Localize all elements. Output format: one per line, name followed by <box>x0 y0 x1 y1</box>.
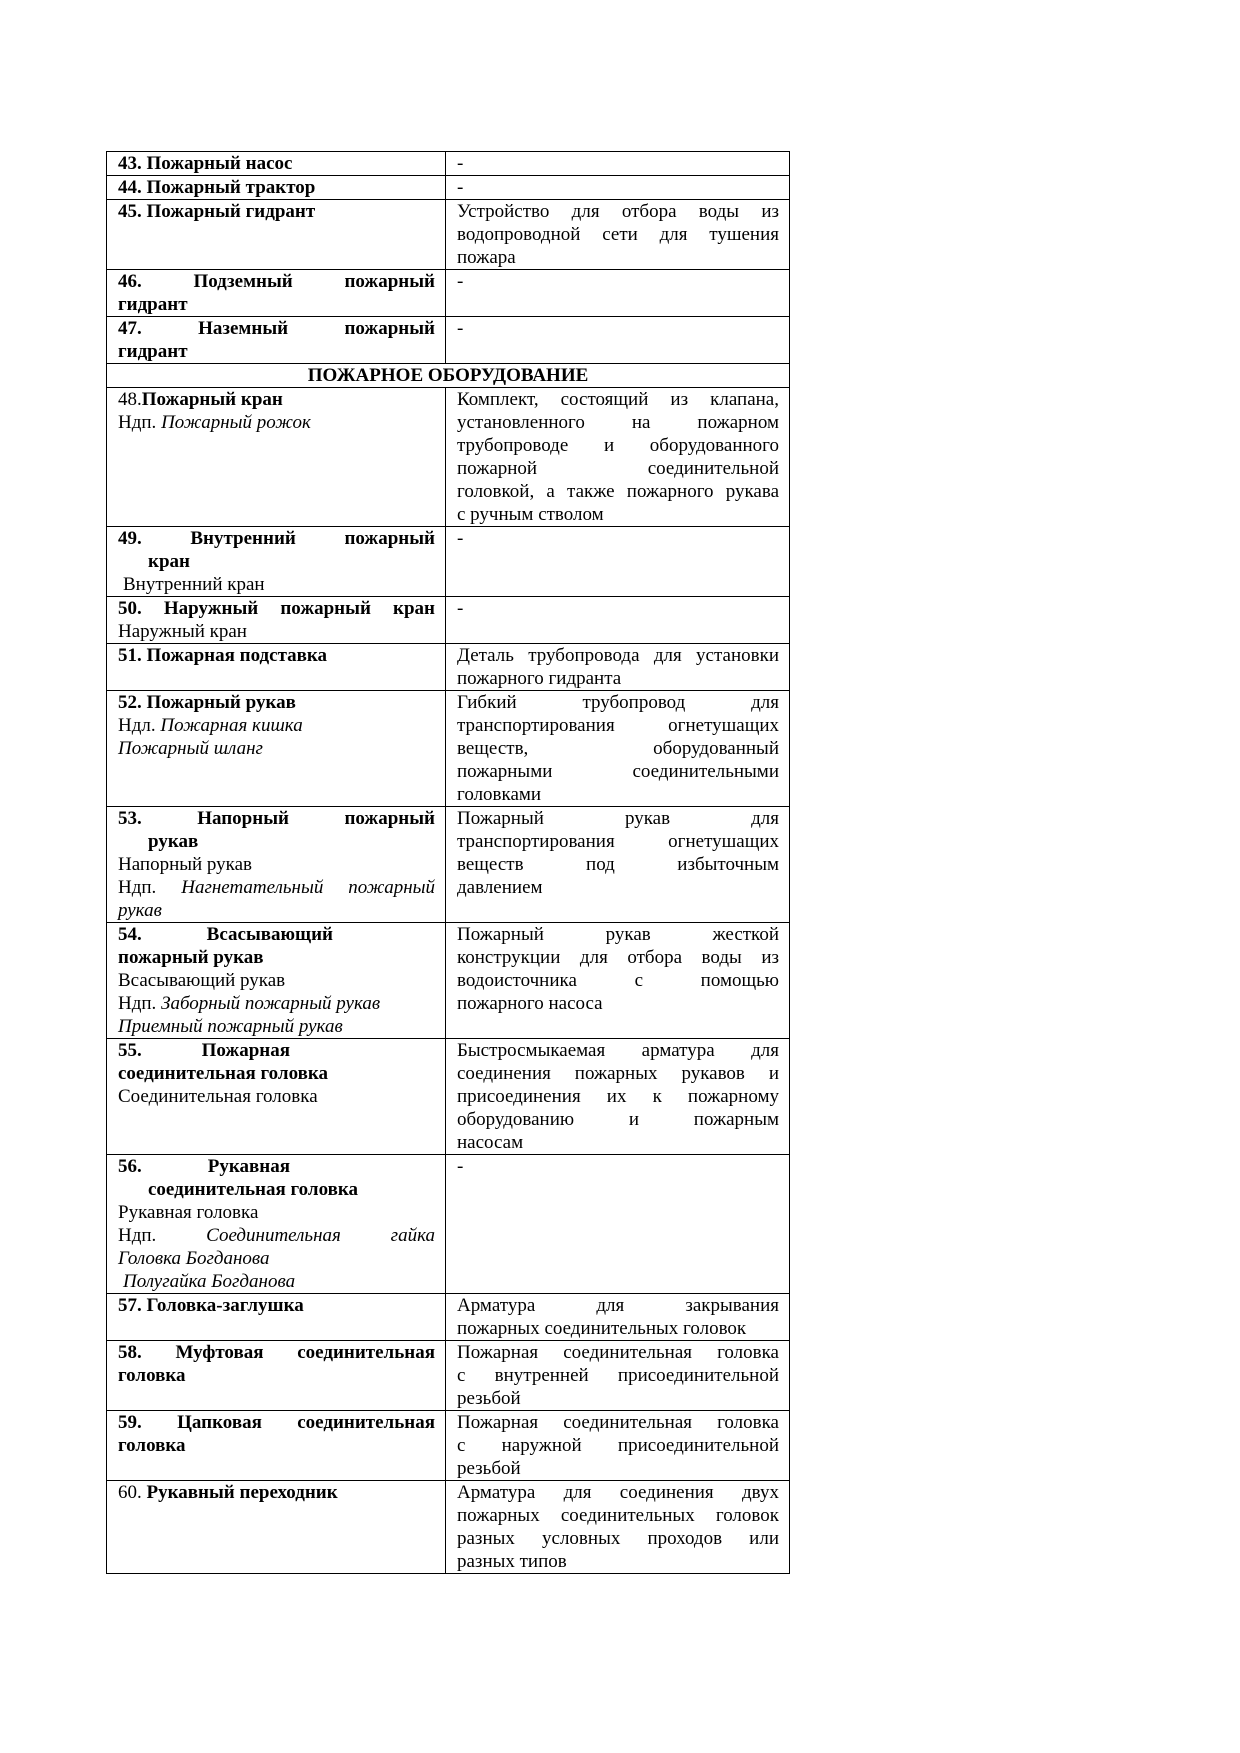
synonym-term: Напорный рукав <box>118 854 253 875</box>
definition-43: - <box>457 153 464 174</box>
table-row <box>107 1341 790 1411</box>
term-45: 45. Пожарный гидрант <box>118 201 316 222</box>
ndp-prefix: Ндл. <box>118 715 161 736</box>
term-cell <box>107 176 446 200</box>
term-55-cont: соединительная головка <box>118 1063 329 1084</box>
term-number: 60. <box>118 1482 147 1503</box>
definition-cell <box>446 1039 790 1155</box>
definition-line: присоединения их к пожарному <box>457 1086 779 1107</box>
definition-line: трубопроводе и оборудованного <box>457 435 779 456</box>
table-row <box>107 317 790 364</box>
term-58-cont: головка <box>118 1365 186 1386</box>
definition-cell <box>446 270 790 317</box>
definition-line: водоисточника с помощью <box>457 970 779 991</box>
definition-line: Деталь трубопровода для установки <box>457 645 779 666</box>
term-cell <box>107 1039 446 1155</box>
definition-cell <box>446 1155 790 1294</box>
term-54-cont: пожарный рукав <box>118 947 264 968</box>
definition-cell <box>446 807 790 923</box>
term-43: 43. Пожарный насос <box>118 153 293 174</box>
definition-line: Гибкий трубопровод для <box>457 692 779 713</box>
terms-table <box>106 151 790 1574</box>
definition-line: Пожарная соединительная головка <box>457 1412 779 1433</box>
ndp-term: Заборный пожарный рукав <box>161 993 381 1014</box>
definition-line: пожарной соединительной <box>457 458 779 479</box>
definition-cell <box>446 317 790 364</box>
ndp-prefix: Ндп. <box>118 877 182 898</box>
table-row <box>107 1481 790 1574</box>
definition-line: транспортирования огнетушащих <box>457 831 779 852</box>
term-55 <box>118 1039 435 1062</box>
table-row <box>107 1155 790 1294</box>
term-53: 53. Напорный пожарный <box>118 808 435 829</box>
table-row <box>107 1294 790 1341</box>
table-row <box>107 1411 790 1481</box>
term-56 <box>118 1155 435 1178</box>
synonym-term: Соединительная головка <box>118 1086 318 1107</box>
term-name: 55. Пожарная <box>118 1040 290 1061</box>
term-cell <box>107 527 446 597</box>
term-51: 51. Пожарная подставка <box>118 645 328 666</box>
ndp-term: Пожарный шланг <box>118 738 263 759</box>
table-row <box>107 200 790 270</box>
ndp-term-cont: рукав <box>118 900 162 921</box>
ndp-prefix: Ндп. <box>118 1225 207 1246</box>
table-row <box>107 691 790 807</box>
table-row <box>107 807 790 923</box>
term-cell <box>107 270 446 317</box>
term-52: 52. Пожарный рукав <box>118 692 296 713</box>
table-row <box>107 644 790 691</box>
term-53-cont: рукав <box>148 831 199 852</box>
not-allowed-term <box>118 992 435 1015</box>
definition-line: веществ, оборудованный <box>457 738 779 759</box>
not-allowed-term <box>118 1224 435 1247</box>
term-49-cont: кран <box>148 551 190 572</box>
definition-cell <box>446 1481 790 1574</box>
definition-cell <box>446 1411 790 1481</box>
definition-line: Комплект, состоящий из клапана, <box>457 389 779 410</box>
term-cell <box>107 1155 446 1294</box>
term-58: 58. Муфтовая соединительная <box>118 1342 435 1363</box>
term-name: Пожарный кран <box>141 389 283 410</box>
definition-cell <box>446 1294 790 1341</box>
ndp-term: Полугайка Богданова <box>123 1271 296 1292</box>
definition-cell <box>446 923 790 1039</box>
table-row <box>107 1039 790 1155</box>
definition-cell <box>446 176 790 200</box>
definition-line: веществ под избыточным <box>457 854 779 875</box>
term-number: 48. <box>118 389 142 410</box>
ndp-term: Головка Богданова <box>118 1248 270 1269</box>
ndp-term: Приемный пожарный рукав <box>118 1016 343 1037</box>
synonym-term: Наружный кран <box>118 621 247 642</box>
ndp-term: Пожарная кишка <box>160 715 303 736</box>
not-allowed-term <box>118 876 435 899</box>
term-50: 50. Наружный пожарный кран <box>118 598 435 619</box>
term-46-cont: гидрант <box>118 294 188 315</box>
term-48 <box>118 388 435 411</box>
term-cell <box>107 388 446 527</box>
definition-44: - <box>457 177 464 198</box>
term-cell <box>107 1411 446 1481</box>
definition-line: разных типов <box>457 1551 567 1572</box>
definition-line: пожара <box>457 247 516 268</box>
definition-line: Пожарный рукав жесткой <box>457 924 779 945</box>
term-cell <box>107 152 446 176</box>
synonym-term: Внутренний кран <box>123 574 265 595</box>
ndp-term: Нагнетательный пожарный <box>181 877 435 898</box>
term-59-cont: головка <box>118 1435 186 1456</box>
term-60 <box>118 1481 435 1504</box>
term-cell <box>107 1294 446 1341</box>
ndp-term: Пожарный рожок <box>161 412 311 433</box>
table-row <box>107 270 790 317</box>
term-cell <box>107 317 446 364</box>
definition-line: Арматура для соединения двух <box>457 1482 779 1503</box>
term-47-cont: гидрант <box>118 341 188 362</box>
term-54 <box>118 923 435 946</box>
term-49: 49. Внутренний пожарный <box>118 528 435 549</box>
definition-line: с наружной присоединительной <box>457 1435 779 1456</box>
definition-cell <box>446 200 790 270</box>
table-row <box>107 527 790 597</box>
definition-line: пожарного насоса <box>457 993 603 1014</box>
term-name: 56. Рукавная <box>118 1156 290 1177</box>
definition-line: Устройство для отбора воды из <box>457 201 779 222</box>
term-cell <box>107 597 446 644</box>
definition-47: - <box>457 318 464 339</box>
not-allowed-term <box>118 714 435 737</box>
definition-cell <box>446 644 790 691</box>
definition-line: с внутренней присоединительной <box>457 1365 779 1386</box>
definition-line: пожарных соединительных головок <box>457 1505 779 1526</box>
definition-line: пожарного гидранта <box>457 668 622 689</box>
definition-50: - <box>457 598 464 619</box>
ndp-term: Соединительная гайка <box>206 1225 435 1246</box>
term-name: Рукавный переходник <box>146 1482 338 1503</box>
definition-line: Арматура для закрывания <box>457 1295 779 1316</box>
table-row <box>107 597 790 644</box>
table-row <box>107 176 790 200</box>
definition-line: установленного на пожарном <box>457 412 779 433</box>
term-47: 47. Наземный пожарный <box>118 318 435 339</box>
term-cell <box>107 1341 446 1411</box>
term-59: 59. Цапковая соединительная <box>118 1412 435 1433</box>
term-46: 46. Подземный пожарный <box>118 271 435 292</box>
term-cell <box>107 200 446 270</box>
definition-line: соединения пожарных рукавов и <box>457 1063 779 1084</box>
table-row <box>107 388 790 527</box>
definition-56: - <box>457 1156 464 1177</box>
term-cell <box>107 923 446 1039</box>
not-allowed-term <box>118 411 435 434</box>
definition-line: Быстросмыкаемая арматура для <box>457 1040 779 1061</box>
synonym-term: Рукавная головка <box>118 1202 259 1223</box>
definition-line: конструкции для отбора воды из <box>457 947 779 968</box>
definition-line: водопроводной сети для тушения <box>457 224 779 245</box>
definition-line: насосам <box>457 1132 524 1153</box>
term-56-cont: соединительная головка <box>148 1179 359 1200</box>
section-title: ПОЖАРНОЕ ОБОРУДОВАНИЕ <box>107 364 790 388</box>
table-row <box>107 923 790 1039</box>
term-44: 44. Пожарный трактор <box>118 177 316 198</box>
definition-cell <box>446 388 790 527</box>
section-row <box>107 364 790 388</box>
definition-line: давлением <box>457 877 543 898</box>
definition-line: оборудованию и пожарным <box>457 1109 779 1130</box>
definition-line: резьбой <box>457 1388 521 1409</box>
definition-49: - <box>457 528 464 549</box>
definition-cell <box>446 1341 790 1411</box>
definition-line: пожарных соединительных головок <box>457 1318 747 1339</box>
table-row <box>107 152 790 176</box>
synonym-term: Всасывающий рукав <box>118 970 286 991</box>
definition-line: транспортирования огнетушащих <box>457 715 779 736</box>
definition-line: разных условных проходов или <box>457 1528 779 1549</box>
definition-46: - <box>457 271 464 292</box>
term-cell <box>107 644 446 691</box>
definition-line: резьбой <box>457 1458 521 1479</box>
definition-line: головками <box>457 784 542 805</box>
term-cell <box>107 1481 446 1574</box>
definition-line: Пожарный рукав для <box>457 808 779 829</box>
definition-line: головкой, а также пожарного рукава <box>457 481 779 502</box>
definition-cell <box>446 527 790 597</box>
definition-line: Пожарная соединительная головка <box>457 1342 779 1363</box>
definition-cell <box>446 152 790 176</box>
term-cell <box>107 807 446 923</box>
ndp-prefix: Ндп. <box>118 412 162 433</box>
ndp-prefix: Ндп. <box>118 993 162 1014</box>
definition-cell <box>446 597 790 644</box>
definition-line: с ручным стволом <box>457 504 604 525</box>
definition-line: пожарными соединительными <box>457 761 779 782</box>
term-57: 57. Головка-заглушка <box>118 1295 304 1316</box>
definition-cell <box>446 691 790 807</box>
term-name: 54. Всасывающий <box>118 924 333 945</box>
term-cell <box>107 691 446 807</box>
